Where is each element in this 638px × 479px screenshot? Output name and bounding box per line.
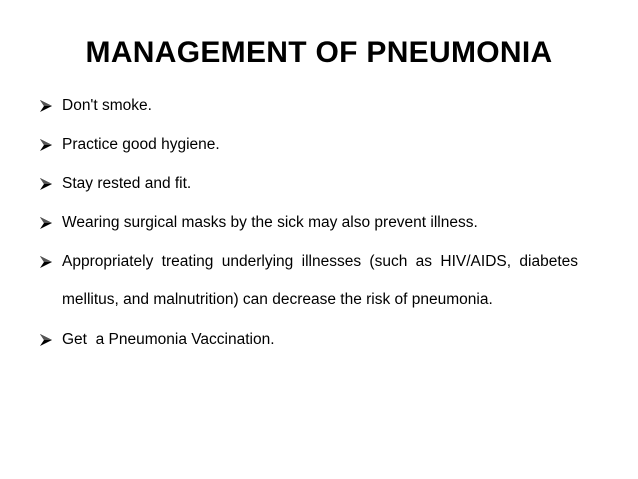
arrowhead-bullet-icon: [38, 215, 54, 231]
bullet-text: Don't smoke.: [62, 97, 152, 114]
bullet-item: [38, 135, 578, 154]
bullet-item: [38, 96, 578, 115]
bullet-text: Wearing surgical masks by the sick may also prevent illness.: [62, 214, 478, 231]
arrowhead-bullet-icon: [38, 137, 54, 153]
bullet-text: Stay rested and fit.: [62, 175, 192, 192]
arrowhead-bullet-icon: [38, 332, 54, 348]
bullet-item: [38, 174, 578, 193]
bullet-text: Practice good hygiene.: [62, 136, 220, 153]
bullet-item: [38, 330, 578, 349]
arrowhead-bullet-icon: [38, 176, 54, 192]
bullet-text: Appropriately treating underlying illnesses (such as HIV/AIDS, diabetes mellitus, and malnutrition) can decrease the risk of pneumonia.: [62, 252, 578, 308]
bullet-list: [38, 96, 578, 369]
bullet-text: Get a Pneumonia Vaccination.: [62, 330, 275, 348]
bullet-item: [38, 243, 578, 320]
slide-title: MANAGEMENT OF PNEUMONIA: [85, 36, 553, 69]
arrowhead-bullet-icon: [38, 254, 54, 270]
arrowhead-bullet-icon: [38, 98, 54, 114]
bullet-item: [38, 213, 578, 232]
